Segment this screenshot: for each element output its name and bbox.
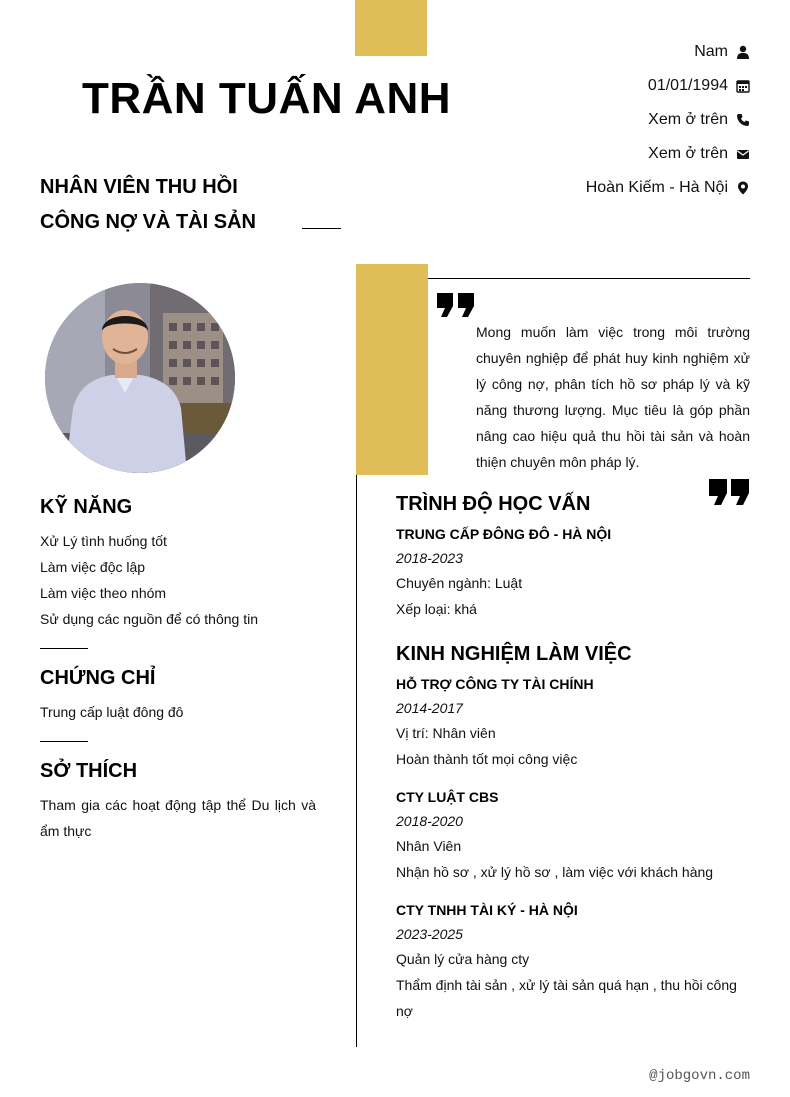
- calendar-icon: [736, 79, 750, 93]
- envelope-icon: [736, 147, 750, 161]
- contact-email: [648, 143, 750, 165]
- job-description: Hoàn thành tốt mọi công việc: [396, 751, 578, 767]
- contact-value: Nam: [694, 43, 728, 60]
- profile-photo: [45, 283, 235, 473]
- certificate-item: Trung cấp luật đông đô: [40, 704, 184, 720]
- section-heading: SỞ THÍCH: [40, 760, 138, 782]
- job-title-line: NHÂN VIÊN THU HỒI: [40, 176, 238, 198]
- job-title: [40, 170, 256, 240]
- candidate-name: TRẦN TUẤN ANH: [82, 74, 452, 123]
- certificates-section: [40, 667, 316, 725]
- contact-value: Xem ở trên: [648, 111, 728, 128]
- job-title-line: CÔNG NỢ VÀ TÀI SẢN: [40, 211, 256, 233]
- divider: [40, 648, 88, 649]
- section-heading: KỸ NĂNG: [40, 496, 133, 518]
- divider: [40, 741, 88, 742]
- skill-item: Sử dụng các nguồn để có thông tin: [40, 611, 258, 627]
- company-name: CTY TNHH TÀI KÝ - HÀ NỘI: [396, 902, 578, 918]
- section-heading: KINH NGHIỆM LÀM VIỆC: [396, 643, 632, 665]
- phone-icon: [736, 113, 750, 127]
- skill-item: Xử Lý tình huống tốt: [40, 533, 167, 549]
- contact-address: [586, 177, 750, 199]
- work-period: 2014-2017: [396, 700, 463, 716]
- grade: Xếp loại: khá: [396, 601, 477, 617]
- footer-watermark: @jobgovn.com: [649, 1068, 750, 1084]
- company-name: CTY LUẬT CBS: [396, 789, 499, 805]
- job-description: Thẩm định tài sản , xử lý tài sản quá hạn , thu hồi công nợ: [396, 977, 737, 1019]
- contact-birthday: [648, 75, 750, 97]
- experience-entry: [396, 672, 750, 772]
- job-role: Quản lý cửa hàng cty: [396, 951, 530, 967]
- profile-photo-illustration: [45, 283, 235, 473]
- experience-section: [396, 643, 750, 1024]
- skill-item: Làm việc theo nhóm: [40, 585, 167, 601]
- contact-value: 01/01/1994: [647, 77, 728, 94]
- experience-entry: [396, 898, 750, 1024]
- contact-phone: [648, 109, 750, 131]
- divider: [302, 228, 341, 229]
- section-heading: CHỨNG CHỈ: [40, 667, 156, 689]
- major: Chuyên ngành: Luật: [396, 575, 523, 591]
- contact-value: Hoàn Kiếm - Hà Nội: [585, 179, 728, 196]
- divider: [428, 278, 750, 279]
- hobbies-text: Tham gia các hoạt động tập thể Du lịch và ẩm thực: [40, 797, 316, 839]
- work-period: 2018-2020: [396, 813, 463, 829]
- company-name: HỖ TRỢ CÔNG TY TÀI CHÍNH: [396, 676, 594, 692]
- work-period: 2023-2025: [396, 926, 463, 942]
- quote-open-icon: [436, 292, 476, 318]
- contact-value: Xem ở trên: [648, 145, 728, 162]
- skills-section: [40, 496, 316, 632]
- career-objective: Mong muốn làm việc trong môi trường chuyên nghiệp để phát huy kinh nghiệm xử lý công nợ, phân tích hồ sơ pháp lý và kỹ năng thương lượng. Mục tiêu là góp phần nâng cao hiệu quả thu hồi tài sản và hoàn thiện chuyên môn pháp lý.: [476, 324, 750, 470]
- section-heading: TRÌNH ĐỘ HỌC VẤN: [396, 493, 591, 515]
- accent-block-top: [355, 0, 427, 56]
- person-icon: [736, 45, 750, 59]
- skill-item: Làm việc độc lập: [40, 559, 146, 575]
- study-period: 2018-2023: [396, 550, 463, 566]
- contact-gender: [694, 41, 750, 63]
- education-section: [396, 493, 750, 622]
- job-role: Vị trí: Nhân viên: [396, 725, 496, 741]
- school-name: TRUNG CẤP ĐÔNG ĐÔ - HÀ NỘI: [396, 526, 612, 542]
- job-description: Nhận hồ sơ , xử lý hồ sơ , làm việc với khách hàng: [396, 864, 714, 880]
- location-pin-icon: [736, 181, 750, 195]
- column-divider: [356, 475, 357, 1047]
- job-role: Nhân Viên: [396, 838, 462, 854]
- experience-entry: [396, 785, 750, 885]
- accent-block-quote: [356, 264, 428, 475]
- hobbies-section: [40, 760, 316, 844]
